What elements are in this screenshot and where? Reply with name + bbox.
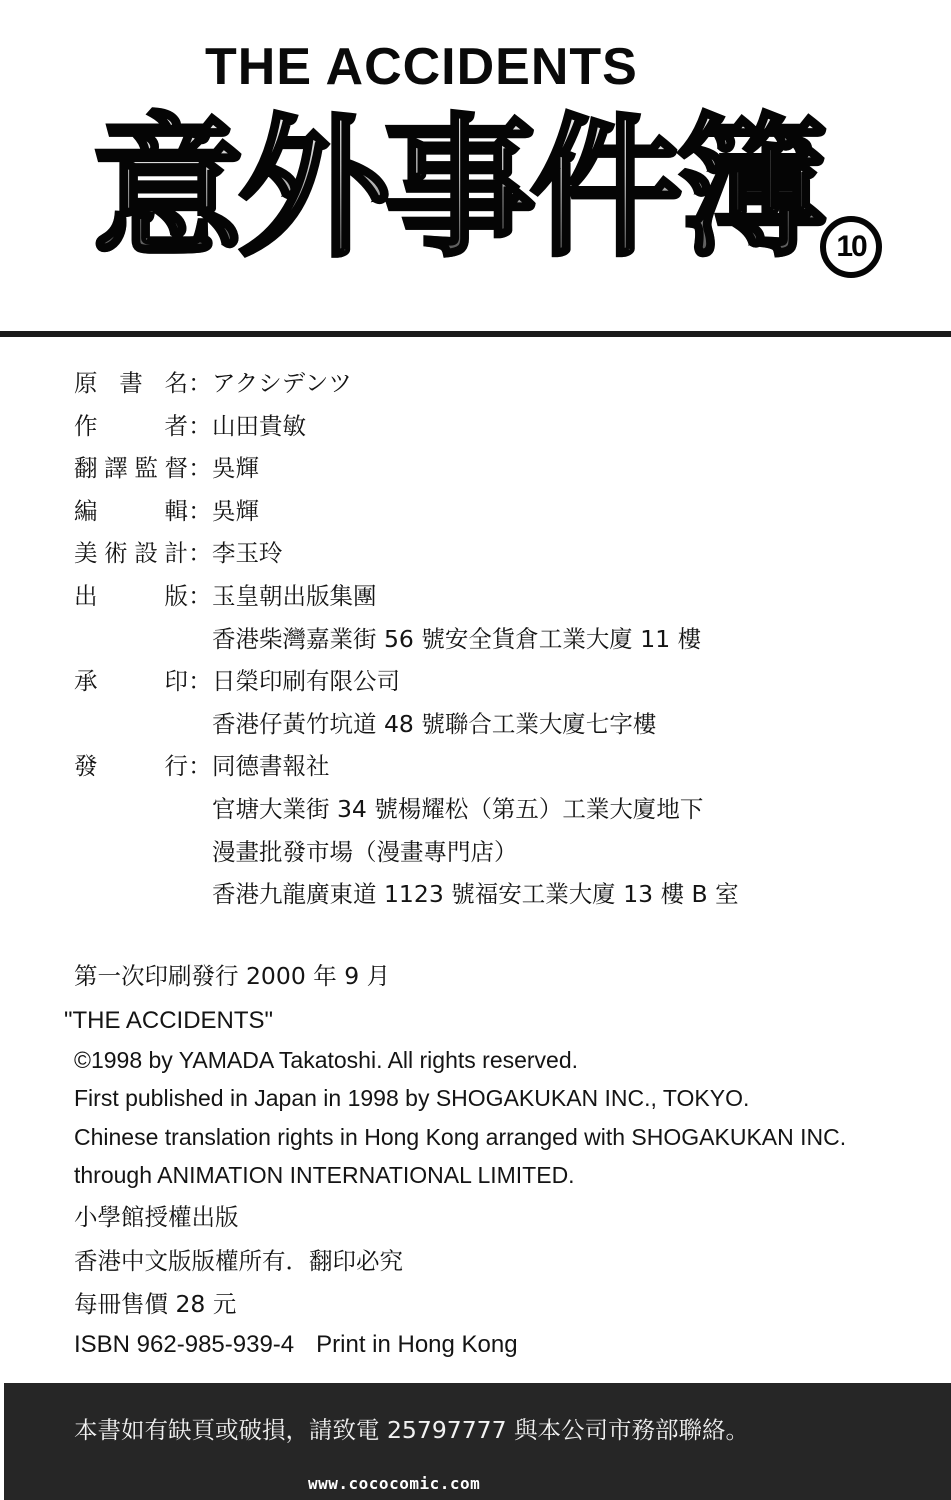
credit-separator: ： (188, 454, 212, 483)
credit-address-line: 香港柴灣嘉業街 56 號安全貨倉工業大廈 11 樓 (212, 624, 702, 653)
credit-separator: ： (188, 581, 212, 610)
credit-label: 作 者 (74, 411, 188, 440)
credit-label: 出 版 (74, 581, 188, 610)
english-title-quoted: "THE ACCIDENTS" (64, 1007, 274, 1034)
credit-label: 發 行 (74, 752, 188, 781)
credit-address-line: 官塘大業街 34 號楊耀松（第五）工業大廈地下 (212, 794, 704, 823)
title-english: THE ACCIDENTS (205, 38, 638, 96)
rights-block (64, 1002, 944, 1195)
credit-value: 李玉玲 (212, 539, 283, 568)
watermark-url: www.cococomic.com (308, 1474, 481, 1493)
credit-value: 山田貴敏 (212, 411, 306, 440)
credit-row (74, 575, 934, 618)
credit-separator: ： (188, 667, 212, 696)
credit-address-line: 漫畫批發市場（漫畫專門店） (212, 837, 518, 866)
footer-notice: 本書如有缺頁或破損，請致電 25797777 與本公司市務部聯絡。 (74, 1416, 750, 1444)
rights-line: Chinese translation rights in Hong Kong arranged with SHOGAKUKAN INC. (74, 1123, 847, 1150)
price-note: 每冊售價 28 元 (74, 1290, 237, 1318)
isbn-number: ISBN 962-985-939-4 (74, 1331, 295, 1358)
credit-row (74, 447, 934, 490)
credit-label: 美 術 設 計 (74, 539, 188, 568)
credit-separator: ： (188, 496, 212, 525)
print-location: Print in Hong Kong (316, 1331, 518, 1358)
credit-row (74, 745, 934, 788)
credit-value: 玉皇朝出版集團 (212, 581, 377, 610)
copyright-note: 香港中文版版權所有．翻印必究 (74, 1246, 403, 1275)
header-divider (0, 331, 951, 337)
credit-label: 承 印 (74, 667, 188, 696)
volume-number-badge: 10 (820, 216, 882, 278)
credit-label: 原 書 名 (74, 369, 188, 397)
credit-value: 同德書報社 (212, 752, 330, 781)
credit-value: 日榮印刷有限公司 (212, 667, 400, 696)
title-chinese: 意外事件簿 (92, 100, 822, 277)
credit-separator: ： (188, 411, 212, 440)
credit-label: 編 輯 (74, 496, 188, 525)
publication-notes (74, 1196, 403, 1327)
credit-separator: ： (188, 752, 212, 781)
credit-separator: ： (188, 369, 212, 397)
credit-separator: ： (188, 539, 212, 568)
credit-row (74, 490, 934, 533)
print-date: 第一次印刷發行 2000 年 9 月 (74, 962, 391, 990)
credit-row (74, 405, 934, 448)
credits-list (74, 362, 934, 916)
credit-value: 吳輝 (212, 454, 259, 483)
credit-value: アクシデンツ (212, 369, 352, 397)
credit-row (74, 362, 934, 405)
isbn-line (74, 1326, 518, 1364)
credit-address-line: 香港仔黃竹坑道 48 號聯合工業大廈七字樓 (212, 709, 657, 738)
rights-line: ©1998 by YAMADA Takatoshi. All rights reserved. (74, 1046, 579, 1073)
credit-label: 翻 譯 監 督 (74, 454, 188, 483)
credit-value: 吳輝 (212, 496, 259, 525)
rights-line: First published in Japan in 1998 by SHOGAKUKAN INC., TOKYO. (74, 1085, 750, 1111)
rights-line: through ANIMATION INTERNATIONAL LIMITED. (74, 1162, 575, 1188)
credit-row (74, 660, 934, 703)
credit-row (74, 532, 934, 575)
license-note: 小學館授權出版 (74, 1203, 239, 1231)
credit-address-line: 香港九龍廣東道 1123 號福安工業大廈 13 樓 B 室 (212, 880, 739, 909)
